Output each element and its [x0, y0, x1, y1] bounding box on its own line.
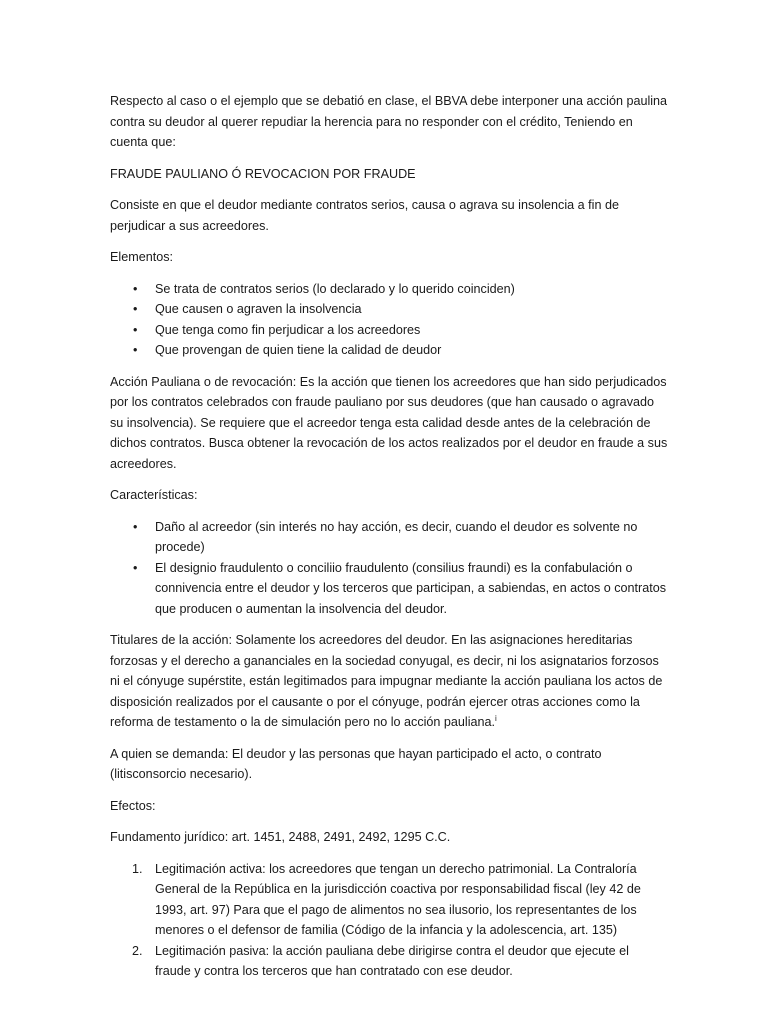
list-item: • Que causen o agraven la insolvencia: [155, 299, 668, 320]
accion-pauliana-paragraph: Acción Pauliana o de revocación: Es la acción que tienen los acreedores que han sido perjudicados por los contratos celebrados con fraude pauliano por sus deudores (que han causado o agravado su insolvencia). Se requiere que el acreedor tenga esta calidad desde antes de la celebración de dichos contratos. Busca obtener la revocación de los actos realizados por el deudor en fraude a sus acreedores.: [110, 374, 668, 471]
intro-paragraph: Respecto al caso o el ejemplo que se debatió en clase, el BBVA debe interponer una acción paulina contra su deudor al querer repudiar la herencia para no responder con el crédito, Teniendo en cuenta que:: [110, 94, 668, 149]
list-item: • Daño al acreedor (sin interés no hay acción, es decir, cuando el deudor es solvente no procede): [155, 517, 668, 558]
footnote-marker[interactable]: i: [495, 713, 497, 723]
bullet-icon: •: [133, 343, 138, 357]
demanda-paragraph: A quien se demanda: El deudor y las personas que hayan participado el acto, o contrato (litisconsorcio necesario).: [110, 746, 602, 781]
list-number: 2.: [132, 943, 143, 958]
caracteristicas-label: Características:: [110, 488, 198, 502]
bullet-icon: •: [133, 322, 138, 337]
list-item: 2. Legitimación pasiva: la acción pauliana debe dirigirse contra el deudor que ejecute el fraude y contra los terceros que han contratado con ese deudor.: [155, 941, 668, 982]
list-item: 1. Legitimación activa: los acreedores que tengan un derecho patrimonial. La Contraloría General de la República en la jurisdicción coactiva por responsabilidad fiscal (ley 42 de 1993, art. 97) Para que el pago de alimentos no sea ilusorio, los representantes de los menores o el defensor de familia (Código de la infancia y la adolescencia, art. 135): [155, 859, 668, 941]
bullet-icon: •: [133, 560, 138, 575]
elementos-list: [110, 279, 668, 361]
caracteristicas-list: [110, 517, 668, 620]
efectos-label: Efectos:: [110, 798, 156, 813]
section-heading: FRAUDE PAULIANO Ó REVOCACION POR FRAUDE: [110, 166, 416, 181]
bullet-icon: •: [133, 281, 138, 296]
legitimacion-list: [110, 859, 668, 982]
titulares-paragraph: Titulares de la acción: Solamente los acreedores del deudor. En las asignaciones hereditarias forzosas y el derecho a gananciales en la sociedad conyugal, es decir, ni los asignatarios forzosos ni el cónyuge supérstite, están legitimados para impugnar mediante la acción pauliana los actos de disposición realizados por el causante o por el cónyuge, podrán ejercer otras acciones como la reforma de testamento o la de simulación pero no lo acción pauliana.$^i$: [110, 633, 663, 729]
list-item: • El designio fraudulento o conciliio fraudulento (consilius fraundi) es la confabulación o connivencia entre el deudor y los terceros que participan, a sabiendas, en actos o contratos que producen o aumentan la insolvencia del deudor.: [155, 558, 668, 620]
bullet-icon: •: [133, 302, 138, 316]
list-item: • Que tenga como fin perjudicar a los acreedores: [155, 320, 668, 341]
list-item: • Se trata de contratos serios (lo declarado y lo querido coinciden): [155, 279, 668, 300]
list-number: 1.: [132, 861, 143, 876]
list-item: • Que provengan de quien tiene la calidad de deudor: [155, 340, 668, 361]
definition-paragraph: Consiste en que el deudor mediante contratos serios, causa o agrava su insolencia a fin de perjudicar a sus acreedores.: [110, 198, 619, 233]
bullet-icon: •: [133, 519, 138, 534]
elementos-label: Elementos:: [110, 250, 173, 264]
fundamento-paragraph: Fundamento jurídico: art. 1451, 2488, 2491, 2492, 1295 C.C.: [110, 830, 451, 844]
